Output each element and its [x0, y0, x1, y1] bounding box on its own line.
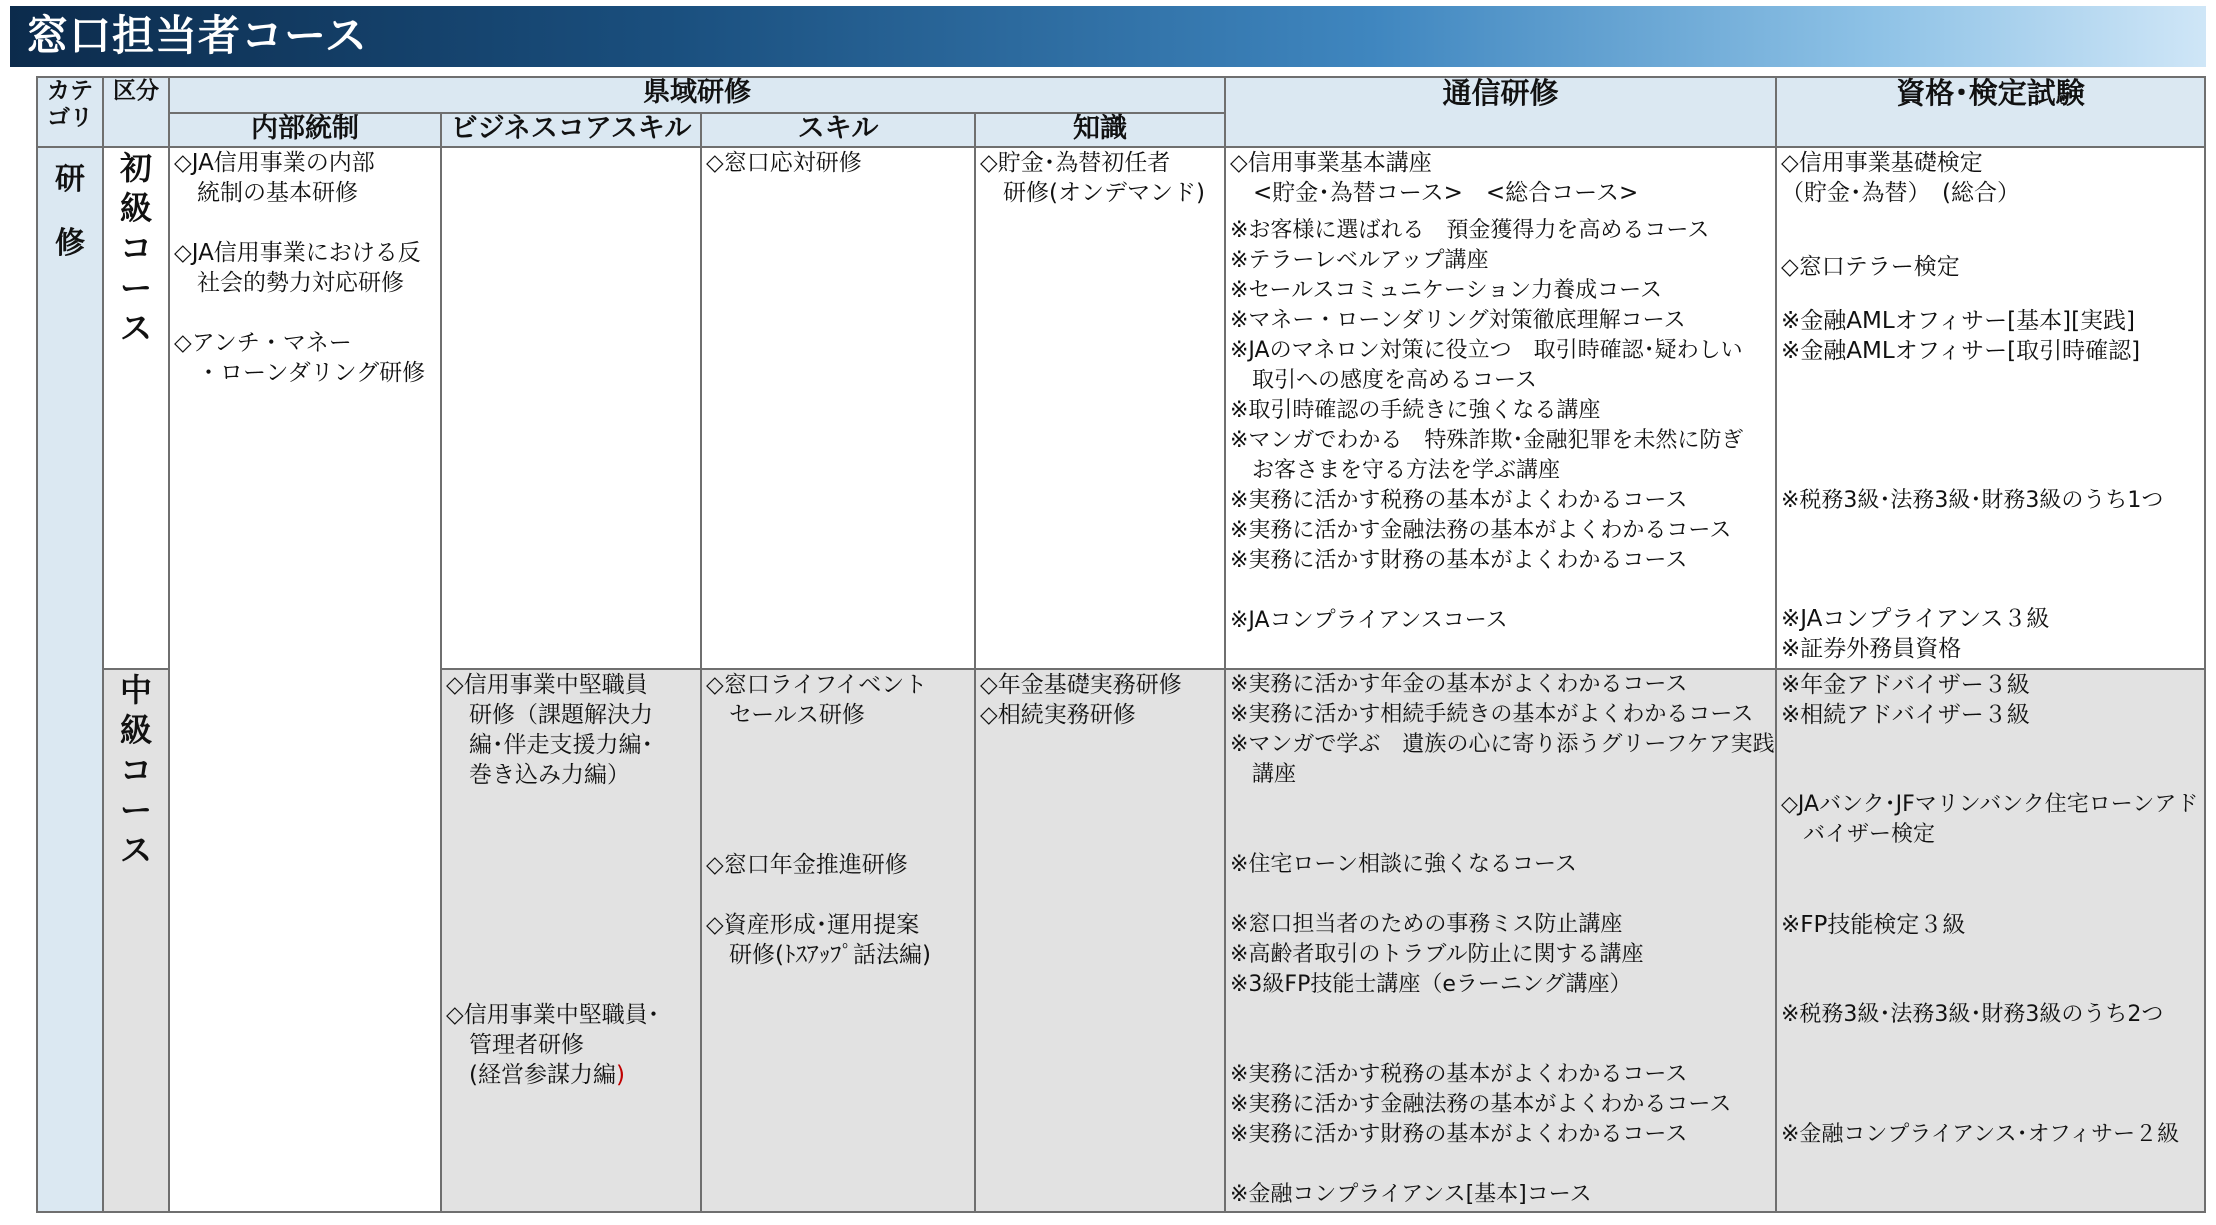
course-table — [36, 76, 2206, 1213]
basic-tsushin-line: ※マンガでわかる 特殊詐欺･金融犯罪を未然に防ぎ — [1230, 428, 1744, 453]
basic-chishiki-line: 研修(オンデマンド) — [980, 180, 1205, 206]
mid-shikaku-cell — [1776, 669, 2205, 1212]
naibu-line: 社会的勢力対応研修 — [174, 270, 404, 296]
mid-tsushin-line: ※実務に活かす相続手続きの基本がよくわかるコース — [1230, 702, 1754, 727]
mid-skill-line: セールス研修 — [706, 702, 865, 728]
basic-shikaku-line: ※JAコンプライアンス３級 — [1781, 606, 2050, 632]
mid-business-line: ◇信用事業中堅職員 — [446, 672, 648, 698]
mid-chishiki-line: ◇年金基礎実務研修 — [980, 672, 1182, 698]
basic-business-cell — [441, 147, 701, 669]
basic-shikaku-line: ※金融AMLオフィサー[取引時確認] — [1781, 338, 2141, 364]
mid-shikaku-line: ※税務3級･法務3級･財務3級のうち2つ — [1781, 1002, 2164, 1027]
basic-tsushin-line: ※テラーレベルアップ講座 — [1230, 248, 1489, 273]
naibu-line: ◇アンチ・マネー — [174, 330, 352, 356]
mid-chishiki-cell — [975, 669, 1225, 1212]
mid-tsushin-cell — [1225, 669, 1776, 1212]
mid-skill-line: 研修(ﾄｽｱｯﾌﾟ話法編) — [706, 942, 931, 968]
basic-shikaku-line: ◇信用事業基礎検定 — [1781, 150, 1983, 176]
mid-business-line: ◇信用事業中堅職員･ — [446, 1002, 660, 1028]
header-kenniki: 県域研修 — [169, 77, 1225, 113]
mid-chishiki-line: ◇相続実務研修 — [980, 702, 1136, 728]
title-banner — [10, 6, 2206, 67]
header-shikaku: 資格･検定試験 — [1776, 77, 2205, 147]
basic-tsushin-cell — [1225, 147, 1776, 669]
basic-tsushin-line: <貯金･為替コース> <総合コース> — [1230, 180, 1639, 206]
mid-tsushin-line: ※金融コンプライアンス[基本]コース — [1230, 1182, 1592, 1207]
basic-tsushin-line: ※マネー・ローンダリング対策徹底理解コース — [1230, 308, 1686, 333]
basic-tsushin-line: お客さまを守る方法を学ぶ講座 — [1230, 458, 1561, 483]
category-cell: 研修 — [37, 147, 103, 1212]
basic-tsushin-line: ※お客様に選ばれる 預金獲得力を高めるコース — [1230, 218, 1710, 243]
basic-shikaku-line: ※金融AMLオフィサー[基本][実践] — [1781, 308, 2136, 334]
mid-business-line: (経営参謀力編) — [446, 1062, 625, 1088]
basic-tsushin-line: ※JAのマネロン対策に役立つ 取引時確認･疑わしい — [1230, 338, 1743, 363]
basic-shikaku-line: （貯金･為替） (総合） — [1781, 180, 2020, 206]
mid-shikaku-line: ※年金アドバイザー３級 — [1781, 672, 2030, 698]
basic-tsushin-line: ※取引時確認の手続きに強くなる講座 — [1230, 398, 1601, 423]
naibu-cell — [169, 147, 441, 1212]
basic-tsushin-line: ◇信用事業基本講座 — [1230, 150, 1432, 176]
mid-tsushin-line: ※高齢者取引のトラブル防止に関する講座 — [1230, 942, 1644, 967]
mid-tsushin-line: ※3級FP技能士講座（eラーニング講座） — [1230, 972, 1632, 997]
basic-chishiki-cell — [975, 147, 1225, 669]
mid-business-line: 巻き込み力編） — [446, 762, 630, 788]
mid-skill-line: ◇資産形成･運用提案 — [706, 912, 920, 938]
basic-tsushin-line: ※JAコンプライアンスコース — [1230, 608, 1508, 633]
basic-tsushin-line: ※実務に活かす財務の基本がよくわかるコース — [1230, 548, 1688, 573]
mid-business-line: 管理者研修 — [446, 1032, 584, 1058]
naibu-line: 統制の基本研修 — [174, 180, 358, 206]
header-chishiki: 知識 — [975, 113, 1225, 147]
basic-shikaku-cell — [1776, 147, 2205, 669]
mid-business-line: 編･伴走支援力編･ — [446, 732, 653, 758]
mid-shikaku-line: ※相続アドバイザー３級 — [1781, 702, 2030, 728]
mid-tsushin-line: ※窓口担当者のための事務ミス防止講座 — [1230, 912, 1623, 937]
header-business: ビジネスコアスキル — [441, 113, 701, 147]
header-kubun: 区分 — [103, 77, 169, 147]
basic-tsushin-line: ※セールスコミュニケーション力養成コース — [1230, 278, 1663, 303]
kubun-basic: 初級コース — [103, 147, 169, 669]
header-skill: スキル — [701, 113, 975, 147]
mid-tsushin-line: ※実務に活かす年金の基本がよくわかるコース — [1230, 672, 1688, 697]
mid-skill-cell — [701, 669, 975, 1212]
naibu-line: ◇JA信用事業における反 — [174, 240, 421, 266]
naibu-line: ◇JA信用事業の内部 — [174, 150, 375, 176]
mid-tsushin-line: ※住宅ローン相談に強くなるコース — [1230, 852, 1577, 877]
mid-tsushin-line: 講座 — [1230, 762, 1297, 787]
page-title: 窓口担当者コース — [26, 11, 368, 60]
basic-shikaku-line: ※証券外務員資格 — [1781, 636, 1962, 662]
basic-shikaku-line: ◇窓口テラー検定 — [1781, 254, 1960, 280]
kubun-mid: 中級コース — [103, 669, 169, 1212]
mid-skill-line: ◇窓口ライフイベント — [706, 672, 928, 698]
mid-shikaku-line: ※金融コンプライアンス･オフィサー２級 — [1781, 1122, 2180, 1147]
header-naibu: 内部統制 — [169, 113, 441, 147]
mid-shikaku-line: ◇JAバンク･JFマリンバンク住宅ローンアド — [1781, 792, 2199, 817]
basic-shikaku-line: ※税務3級･法務3級･財務3級のうち1つ — [1781, 488, 2164, 513]
basic-tsushin-line: ※実務に活かす金融法務の基本がよくわかるコース — [1230, 518, 1732, 543]
basic-chishiki-line: ◇貯金･為替初任者 — [980, 150, 1171, 176]
mid-tsushin-line: ※マンガで学ぶ 遺族の心に寄り添うグリーフケア実践 — [1230, 732, 1775, 757]
mid-skill-line: ◇窓口年金推進研修 — [706, 852, 908, 878]
mid-shikaku-line: バイザー検定 — [1781, 822, 1936, 847]
basic-skill-line: ◇窓口応対研修 — [706, 150, 862, 176]
mid-business-cell — [441, 669, 701, 1212]
basic-skill-cell — [701, 147, 975, 669]
header-tsushin: 通信研修 — [1225, 77, 1776, 147]
mid-business-line: 研修（課題解決力 — [446, 702, 653, 728]
naibu-line: ・ローンダリング研修 — [174, 360, 426, 386]
basic-tsushin-line: ※実務に活かす税務の基本がよくわかるコース — [1230, 488, 1688, 513]
mid-shikaku-line: ※FP技能検定３級 — [1781, 912, 1966, 938]
mid-tsushin-line: ※実務に活かす財務の基本がよくわかるコース — [1230, 1122, 1688, 1147]
mid-tsushin-line: ※実務に活かす税務の基本がよくわかるコース — [1230, 1062, 1688, 1087]
header-category: カテゴリ — [37, 77, 103, 147]
mid-tsushin-line: ※実務に活かす金融法務の基本がよくわかるコース — [1230, 1092, 1732, 1117]
basic-tsushin-line: 取引への感度を高めるコース — [1230, 368, 1537, 393]
